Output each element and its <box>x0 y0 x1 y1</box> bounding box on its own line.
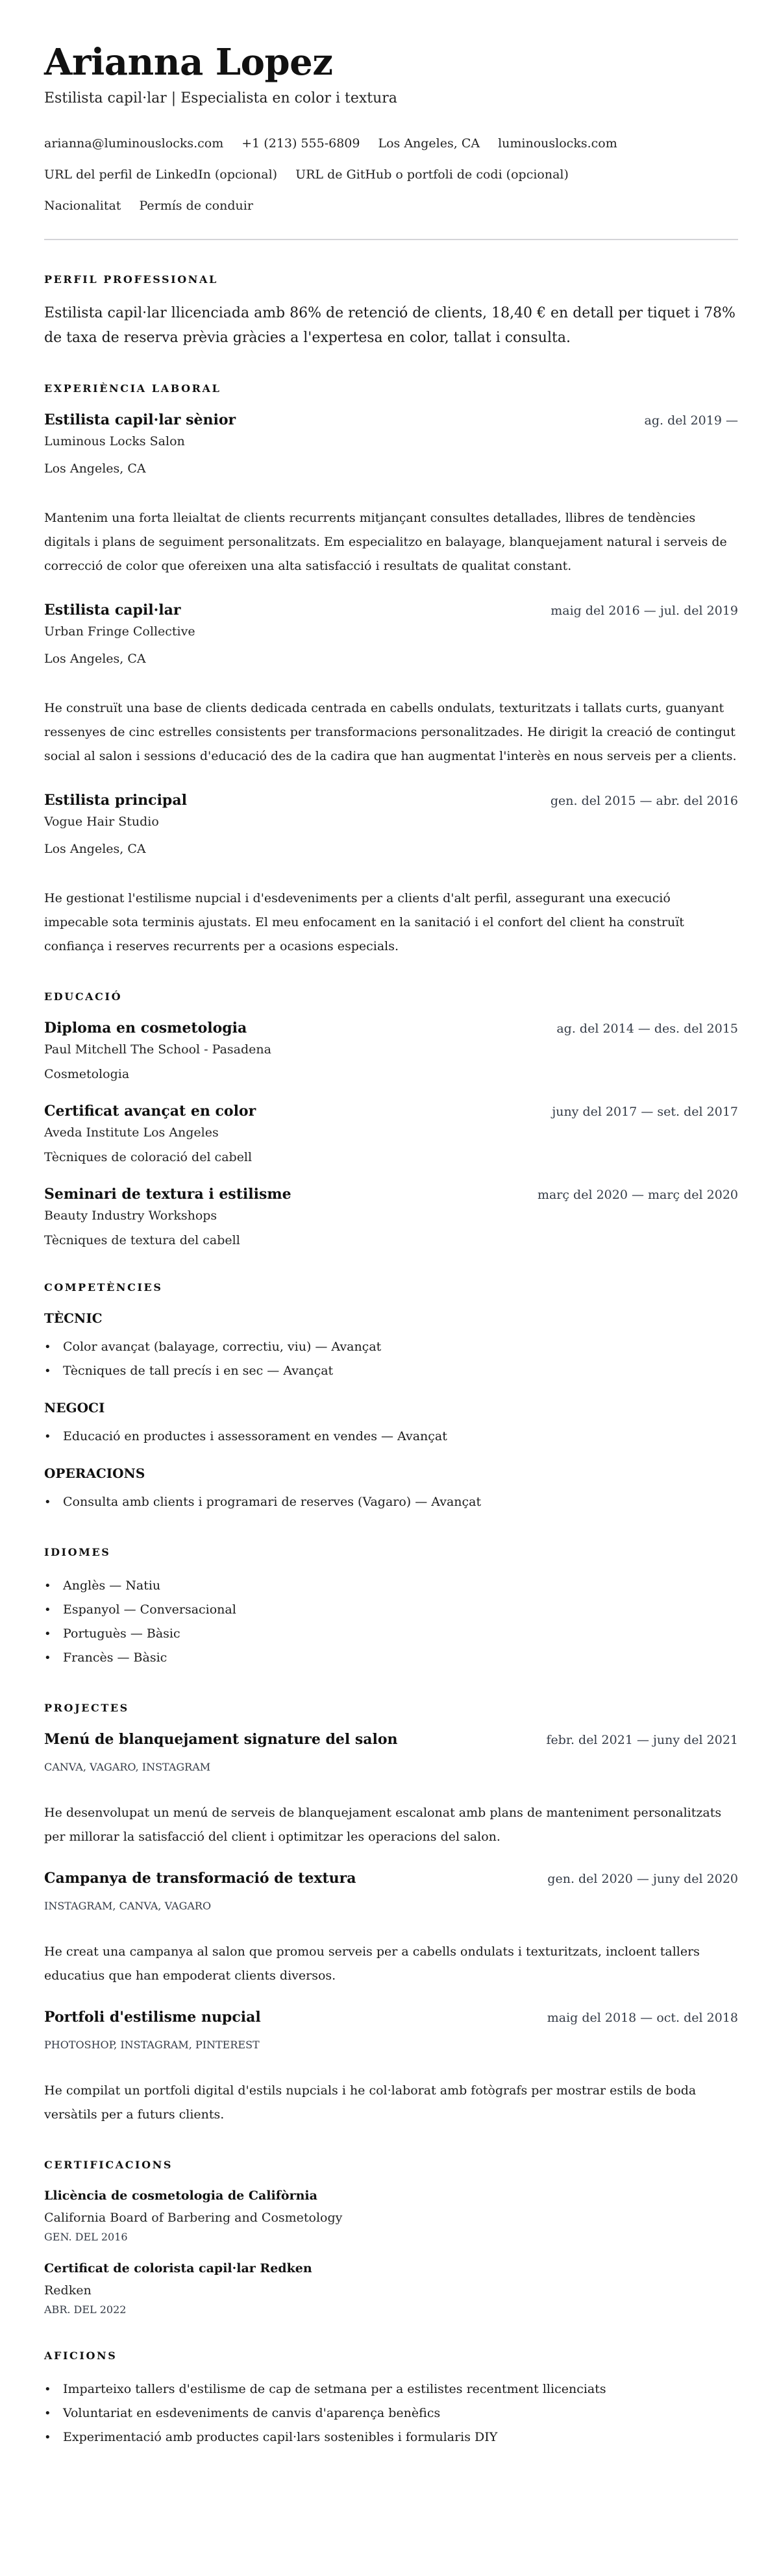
job-location: Los Angeles, CA <box>44 652 146 666</box>
project-title: Campanya de transformació de textura <box>44 1870 356 1887</box>
certification-entry <box>44 2187 738 2245</box>
education-degree: Diploma en cosmetologia <box>44 1020 247 1037</box>
contact-row-primary <box>44 135 738 152</box>
contact-linkedin[interactable]: URL del perfil de LinkedIn (opcional) <box>44 167 278 182</box>
contact-nationality: Nacionalitat <box>44 199 121 213</box>
project-dates: gen. del 2020 — juny del 2020 <box>547 1872 738 1886</box>
experience-entry <box>44 600 738 768</box>
job-location: Los Angeles, CA <box>44 842 146 856</box>
job-dates: gen. del 2015 — abr. del 2016 <box>550 794 738 808</box>
section-title-certifications: CERTIFICACIONS <box>44 2159 173 2171</box>
education-entry <box>44 1101 738 1166</box>
job-location: Los Angeles, CA <box>44 461 146 476</box>
job-company: Vogue Hair Studio <box>44 815 159 829</box>
language-item: • Francès — Bàsic <box>44 1646 738 1670</box>
project-entry <box>44 2007 738 2127</box>
contact-driving-license: Permís de conduir <box>139 199 253 213</box>
project-dates: maig del 2018 — oct. del 2018 <box>547 2011 738 2025</box>
section-title-skills: COMPETÈNCIES <box>44 1281 163 1294</box>
job-description: He gestionat l'estilisme nupcial i d'esdeveniments per a clients d'alt perfil, assegurant una execució impecable sota terminis ajustats. El meu enfocament en la sanitació i el confort del client ha construït confiança i reserves recurrents per a ocasions especials. <box>44 891 684 953</box>
education-dates: ag. del 2014 — des. del 2015 <box>556 1022 738 1036</box>
experience-section <box>44 382 738 959</box>
project-entry <box>44 1730 738 1849</box>
certification-name: Certificat de colorista capil·lar Redken <box>44 2261 312 2275</box>
skill-group-operations <box>44 1464 738 1514</box>
job-company: Urban Fringe Collective <box>44 624 195 639</box>
hobby-item: • Experimentació amb productes capil·lars sostenibles i formularis DIY <box>44 2425 738 2449</box>
job-company: Luminous Locks Salon <box>44 434 185 448</box>
hobbies-section <box>44 2349 738 2449</box>
contact-location: Los Angeles, CA <box>378 136 480 151</box>
job-dates: maig del 2016 — jul. del 2019 <box>550 604 738 618</box>
education-degree: Seminari de textura i estilisme <box>44 1186 291 1203</box>
language-item: • Portuguès — Bàsic <box>44 1622 738 1646</box>
job-title: Estilista capil·lar sènior <box>44 411 236 428</box>
skills-section <box>44 1281 738 1514</box>
contact-github[interactable]: URL de GitHub o portfoli de codi (opcional) <box>295 167 569 182</box>
skill-category: NEGOCI <box>44 1400 105 1416</box>
certification-name: Llicència de cosmetologia de Califòrnia <box>44 2189 317 2203</box>
skill-group-business <box>44 1399 738 1449</box>
certification-entry <box>44 2259 738 2318</box>
education-section <box>44 990 738 1249</box>
project-title: Portfoli d'estilisme nupcial <box>44 2009 261 2026</box>
contact-phone[interactable]: +1 (213) 555-6809 <box>241 136 360 151</box>
candidate-name: Arianna Lopez <box>44 41 333 84</box>
education-field: Tècniques de coloració del cabell <box>44 1150 253 1164</box>
project-title: Menú de blanquejament signature del salon <box>44 1731 398 1748</box>
contact-website[interactable]: luminouslocks.com <box>498 136 617 151</box>
project-dates: febr. del 2021 — juny del 2021 <box>546 1733 738 1747</box>
education-entry <box>44 1018 738 1083</box>
summary-section <box>44 273 738 350</box>
experience-entry <box>44 791 738 959</box>
project-tech: INSTAGRAM, CANVA, VAGARO <box>44 1900 212 1912</box>
project-tech: PHOTOSHOP, INSTAGRAM, PINTEREST <box>44 2039 260 2051</box>
languages-section <box>44 1545 738 1670</box>
job-title: Estilista capil·lar <box>44 602 181 619</box>
job-description: Mantenim una forta lleialtat de clients recurrents mitjançant consultes detallades, llibres de tendències digitals i plans de seguiment personalitzats. Em especialitzo en balayage, blanquejament natural i serveis de correcció de color que ofereixen una alta satisfacció i resultats de qualitat constant. <box>44 511 727 573</box>
skill-item: • Consulta amb clients i programari de reserves (Vagaro) — Avançat <box>44 1490 738 1514</box>
header-divider <box>44 239 738 240</box>
language-item: • Anglès — Natiu <box>44 1574 738 1598</box>
language-item: • Espanyol — Conversacional <box>44 1598 738 1622</box>
job-description: He construït una base de clients dedicada centrada en cabells ondulats, texturitzats i tallats curts, guanyant ressenyes de cinc estrelles consistents per transformacions personalitzades. He dirigit la creació de contingut social al salon i sessions d'educació des de la cadira que han augmentat l'interès en nous serveis per a clients. <box>44 701 737 763</box>
section-title-summary: PERFIL PROFESSIONAL <box>44 273 218 286</box>
education-field: Cosmetologia <box>44 1067 130 1081</box>
project-entry <box>44 1869 738 1988</box>
section-title-projects: PROJECTES <box>44 1702 129 1714</box>
certification-issuer: Redken <box>44 2283 92 2298</box>
education-entry <box>44 1184 738 1249</box>
project-description: He compilat un portfoli digital d'estils nupcials i he col·laborat amb fotògrafs per mostrar estils de boda versàtils per a futurs clients. <box>44 2083 697 2122</box>
project-description: He creat una campanya al salon que promou serveis per a cabells ondulats i texturitzats, incloent tallers educatius que han empoderat clients diversos. <box>44 1944 700 1983</box>
skill-item: • Educació en productes i assessorament en vendes — Avançat <box>44 1425 738 1449</box>
resume-header <box>44 40 738 214</box>
skill-item: • Tècniques de tall precís i en sec — Avançat <box>44 1359 738 1383</box>
certification-date: ABR. DEL 2022 <box>44 2303 127 2316</box>
job-dates: ag. del 2019 — <box>644 413 738 428</box>
skill-category: OPERACIONS <box>44 1466 145 1481</box>
section-title-education: EDUCACIÓ <box>44 990 123 1003</box>
experience-entry <box>44 410 738 578</box>
summary-text: Estilista capil·lar llicenciada amb 86% de retenció de clients, 18,40 € en detall per tiquet i 78% de taxa de reserva prèvia gràcies a l'expertesa en color, tallat i consulta. <box>44 305 736 346</box>
education-dates: març del 2020 — març del 2020 <box>537 1188 738 1202</box>
contact-email[interactable]: arianna@luminouslocks.com <box>44 136 224 151</box>
skill-item: • Color avançat (balayage, correctiu, viu) — Avançat <box>44 1335 738 1359</box>
job-title: Estilista principal <box>44 792 187 809</box>
project-description: He desenvolupat un menú de serveis de blanquejament escalonat amb plans de manteniment personalitzats per millorar la satisfacció del client i optimitzar les operacions del salon. <box>44 1806 722 1844</box>
section-title-experience: EXPERIÈNCIA LABORAL <box>44 382 221 395</box>
certification-issuer: California Board of Barbering and Cosmetology <box>44 2211 343 2225</box>
section-title-languages: IDIOMES <box>44 1546 111 1558</box>
candidate-headline: Estilista capil·lar | Especialista en color i textura <box>44 90 397 106</box>
contact-row-personal <box>44 197 738 214</box>
hobby-item: • Voluntariat en esdeveniments de canvis d'aparença benèfics <box>44 2401 738 2425</box>
education-degree: Certificat avançat en color <box>44 1103 256 1120</box>
project-tech: CANVA, VAGARO, INSTAGRAM <box>44 1761 211 1773</box>
education-field: Tècniques de textura del cabell <box>44 1233 240 1247</box>
hobby-item: • Imparteixo tallers d'estilisme de cap de setmana per a estilistes recentment llicenciats <box>44 2377 738 2401</box>
education-school: Paul Mitchell The School - Pasadena <box>44 1042 271 1057</box>
skill-group-technical <box>44 1309 738 1383</box>
certifications-section <box>44 2158 738 2318</box>
projects-section <box>44 1701 738 2127</box>
education-school: Beauty Industry Workshops <box>44 1208 217 1223</box>
contact-row-links <box>44 166 738 183</box>
skill-category: TÈCNIC <box>44 1310 103 1326</box>
education-school: Aveda Institute Los Angeles <box>44 1125 219 1140</box>
certification-date: GEN. DEL 2016 <box>44 2231 128 2243</box>
education-dates: juny del 2017 — set. del 2017 <box>552 1105 738 1119</box>
section-title-hobbies: AFICIONS <box>44 2349 117 2362</box>
